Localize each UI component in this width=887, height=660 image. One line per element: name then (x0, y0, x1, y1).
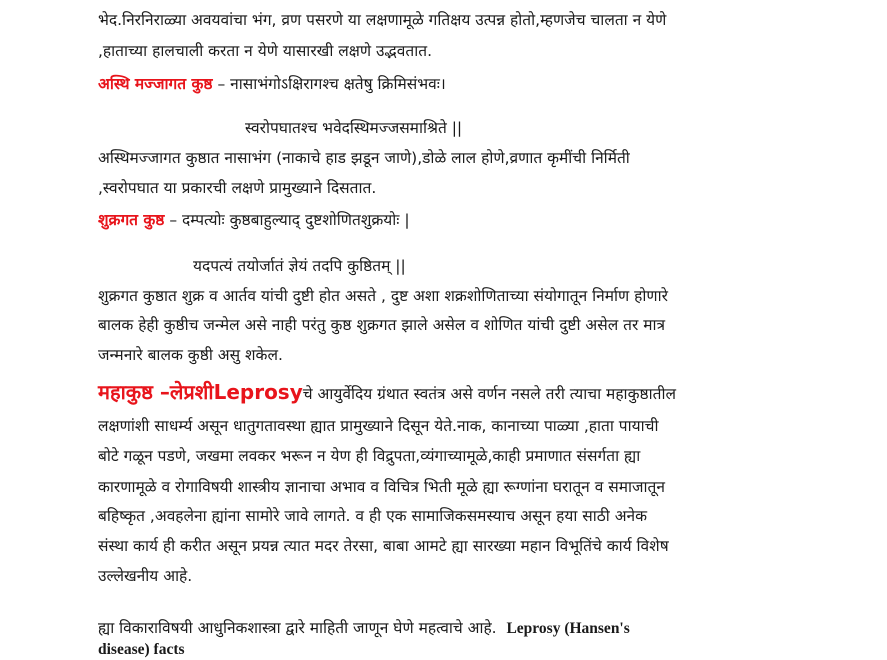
text-line: जन्मनारे बालक कुष्ठी असु शकेल. (98, 346, 283, 364)
shukra-heading-line (98, 210, 410, 230)
text-line: बालक हेही कुष्ठीच जन्मेल असे नाही परंतु कुष्ठ शुक्रगत झाले असेल व शोणित यांची दुष्टी असेल तर मात्र (98, 316, 666, 334)
text-line: कारणामूळे व रोगाविषयी शास्त्रीय ज्ञानाचा अभाव व विचित्र भिती मूळे ह्या रूग्णांना घरातून व समाजातून (98, 478, 665, 496)
text-line: संस्था कार्य ही करीत असून प्रयन्न त्यात मदर तेरसा, बाबा आमटे ह्या सारख्या महान विभूतिंचे कार्य विशेष (98, 537, 669, 555)
text-line: ,स्वरोपघात या प्रकारची लक्षणे प्रामुख्याने दिसतात. (98, 179, 377, 197)
text-line: भेद.निरनिराळ्या अवयवांचा भंग, व्रण पसरणे या लक्षणामूळे गतिक्षय उत्पन्न होतो,म्हणजेच चालता न येणे (98, 11, 667, 29)
maha-heading: महाकुष्ठ –लेप्रशीLeprosy (98, 380, 303, 404)
shloka-line: स्वरोपघातश्च भवेदस्थिमज्जसमाश्रिते || (245, 119, 463, 137)
text-line: उल्लेखनीय आहे. (98, 567, 193, 585)
text-span: ह्या विकाराविषयी आधुनिकशास्त्रा द्वारे माहिती जाणून घेणे महत्वाचे आहे. (98, 619, 497, 637)
shloka-line: नासाभंगोऽक्षिरागश्च क्षतेषु क्रिमिसंभवः। (230, 75, 446, 93)
text-line: बहिष्कृत ,अवहलेना ह्यांना सामोरे जावे लागते. व ही एक सामाजिकसमस्याच असून हया साठी अनेक (98, 507, 648, 525)
text-line: अस्थिमज्जागत कुष्ठात नासाभंग (नाकाचे हाड झडून जाणे),डोळे लाल होणे,व्रणात कृमींची निर्मिती (98, 149, 630, 167)
leprosy-title: Leprosy (Hansen's (506, 620, 630, 637)
text-line: ,हाताच्या हालचाली करता न येणे यासारखी लक्षणे उद्भवतात. (98, 42, 432, 60)
asthi-heading-line (98, 74, 446, 94)
shukra-heading: शुक्रगत कुष्ठ (98, 211, 165, 229)
leprosy-title-cont: disease) facts (98, 641, 185, 658)
maha-heading-line (98, 382, 676, 404)
text-line: शुक्रगत कुष्ठात शुक्र व आर्तव यांची दुष्टी होत असते , दुष्ट अशा शक्रशोणिताच्या संयोगातून निर्माण होणारे (98, 287, 668, 305)
last-paragraph-line (98, 618, 630, 639)
text-span: चे आयुर्वेदिय ग्रंथात स्वतंत्र असे वर्णन नसले तरी त्याचा महाकुष्ठातील (302, 385, 676, 403)
text-line: बोटे गळून पडणे, जखमा लवकर भरून न येण ही विद्रुपता,व्यंगाच्यामूळे,काही प्रमाणात संसर्गता ह्या (98, 447, 641, 465)
shloka-line: दम्पत्योः कुष्ठबाहुल्याद् दुष्टशोणितशुक्रयोः | (182, 211, 410, 229)
text-line: लक्षणांशी साधर्म्य असून धातुगतावस्था ह्यात प्रामुख्याने दिसून येते.नाक, कानाच्या पाळ्या ,हाता पायाची (98, 417, 659, 435)
asthi-heading: अस्थि मज्जागत कुष्ठ (98, 75, 213, 93)
dash: – (164, 211, 183, 229)
shloka-line: यदपत्यं तयोर्जातं ज्ञेयं तदपि कुष्ठितम् || (193, 257, 406, 275)
dash: – (212, 75, 231, 93)
